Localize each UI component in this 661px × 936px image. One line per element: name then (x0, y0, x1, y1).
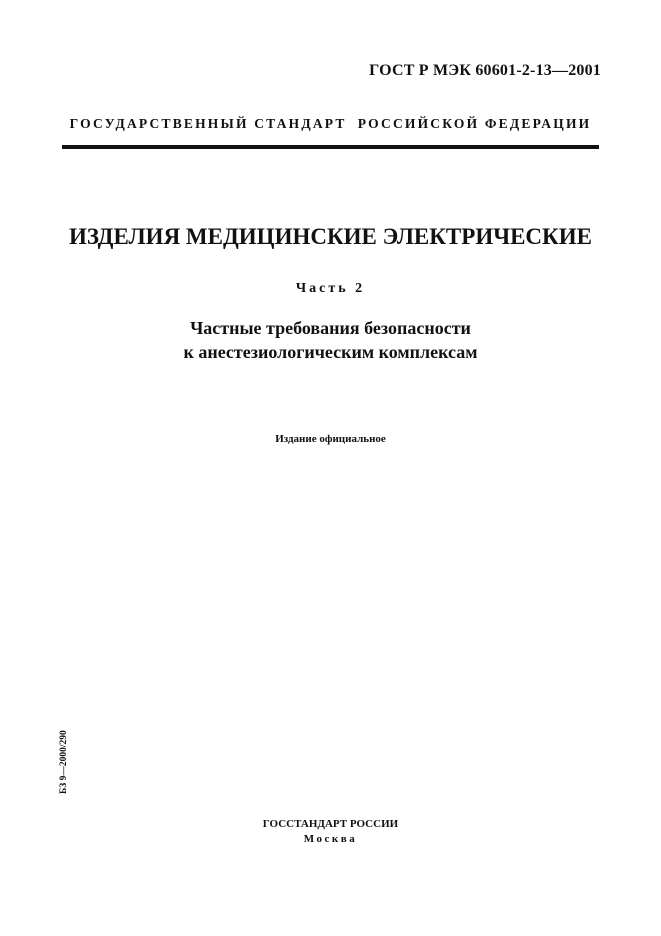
state-standard-heading: ГОСУДАРСТВЕННЫЙ СТАНДАРТ РОССИЙСКОЙ ФЕДЕРАЦИИ (69, 116, 592, 131)
side-code: БЗ 9—2000/290 (59, 730, 69, 794)
part-label: Часть 2 (295, 281, 366, 296)
header-divider (62, 145, 599, 149)
main-title: ИЗДЕЛИЯ МЕДИЦИНСКИЕ ЭЛЕКТРИЧЕСКИЕ (69, 224, 592, 249)
publisher: ГОССТАНДАРТ РОССИИ (262, 818, 399, 830)
document-code: ГОСТ Р МЭК 60601-2-13—2001 (369, 62, 601, 79)
edition-label: Издание официальное (275, 433, 386, 445)
subtitle (30, 316, 631, 364)
subtitle-line-1: Частные требования безопасности (190, 318, 471, 338)
subtitle-line-2: к анестезиологическим комплексам (183, 342, 478, 362)
publisher-city: Москва (303, 833, 358, 845)
